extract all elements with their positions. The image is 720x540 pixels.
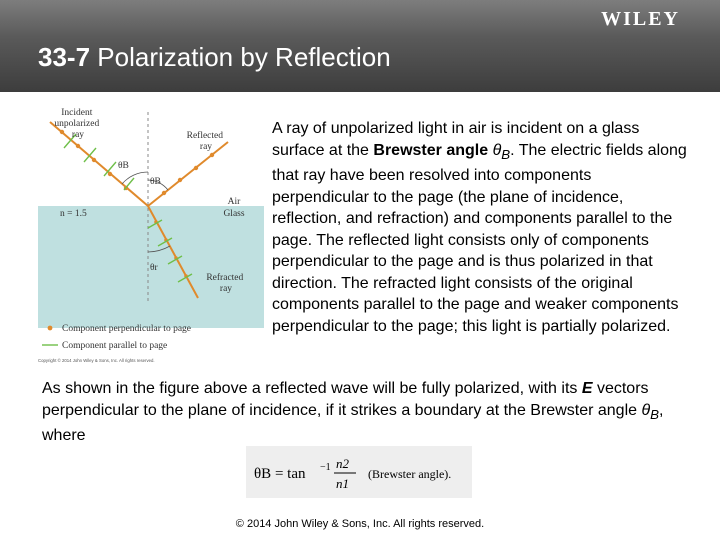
perpendicular-legend-dot <box>48 326 53 331</box>
paragraph1-text-end: . The electric fields along that ray have been resolved into components perpendicular to the page (the plane of incidence, reflection, and refraction) and components parallel to the page. The reflected light consists only of components perpendicular to the page and is thus polarized in that direction. The refracted light consists of the original components parallel to the page and weaker components perpendicular to the page; this light is partially polarized. <box>272 141 687 335</box>
theta-b-label-right: θB <box>150 177 161 187</box>
brewster-explanation <box>42 378 692 447</box>
incident-angle-arc <box>122 172 148 184</box>
publisher-logo: WILEY <box>601 8 680 30</box>
theta-r-label: θr <box>150 263 158 273</box>
parallel-legend: Component parallel to page <box>62 341 168 351</box>
section-title: Polarization by Reflection <box>97 42 391 72</box>
e-vector: E <box>581 380 593 397</box>
formula-lhs: θB = tan <box>254 466 306 482</box>
paragraph2-text-middle: vectors perpendicular to the plane of incidence, if it strikes a boundary at the Brewster angle <box>42 380 649 419</box>
refracted-label: Refracted ray <box>206 273 244 294</box>
title-bar <box>0 0 720 92</box>
incident-ray <box>50 122 148 206</box>
figure-description <box>272 118 692 337</box>
page-footer: © 2014 John Wiley & Sons, Inc. All rights reserved. <box>235 518 485 530</box>
reflected-ray <box>148 142 228 206</box>
formula-denominator: n1 <box>336 476 349 491</box>
incident-label: Incident unpolarized ray <box>54 108 100 140</box>
paragraph2-text-start: As shown in the figure above a reflected wave will be fully polarized, with its <box>42 380 582 397</box>
perpendicular-legend: Component perpendicular to page <box>62 324 192 334</box>
reflected-label: Reflected ray <box>186 131 224 152</box>
formula-note: (Brewster angle). <box>368 467 452 481</box>
section-number: 33-7 <box>38 42 91 72</box>
brewster-formula <box>246 446 472 498</box>
theta-symbol-2: θ <box>641 401 651 419</box>
formula-numerator: n2 <box>336 456 349 471</box>
formula-superscript: −1 <box>320 462 331 473</box>
brewster-angle-term: Brewster angle <box>373 141 489 159</box>
figure-copyright: Copyright © 2014 John Wiley & Sons, Inc. All rights reserved. <box>38 358 155 363</box>
theta-subscript: B <box>501 146 511 162</box>
theta-subscript-2: B <box>650 406 660 422</box>
air-label: Air <box>227 197 241 207</box>
theta-b-label-left: θB <box>118 161 129 171</box>
slide-title <box>38 42 391 73</box>
paragraph1-text-start: A ray of unpolarized light in air is incident on a glass surface at the <box>272 120 640 159</box>
refractive-index-label: n = 1.5 <box>60 209 87 219</box>
brewster-angle-figure <box>38 102 264 364</box>
glass-label: Glass <box>223 209 245 219</box>
theta-symbol: θ <box>492 141 502 159</box>
paragraph2-text-end: , where <box>42 401 664 445</box>
